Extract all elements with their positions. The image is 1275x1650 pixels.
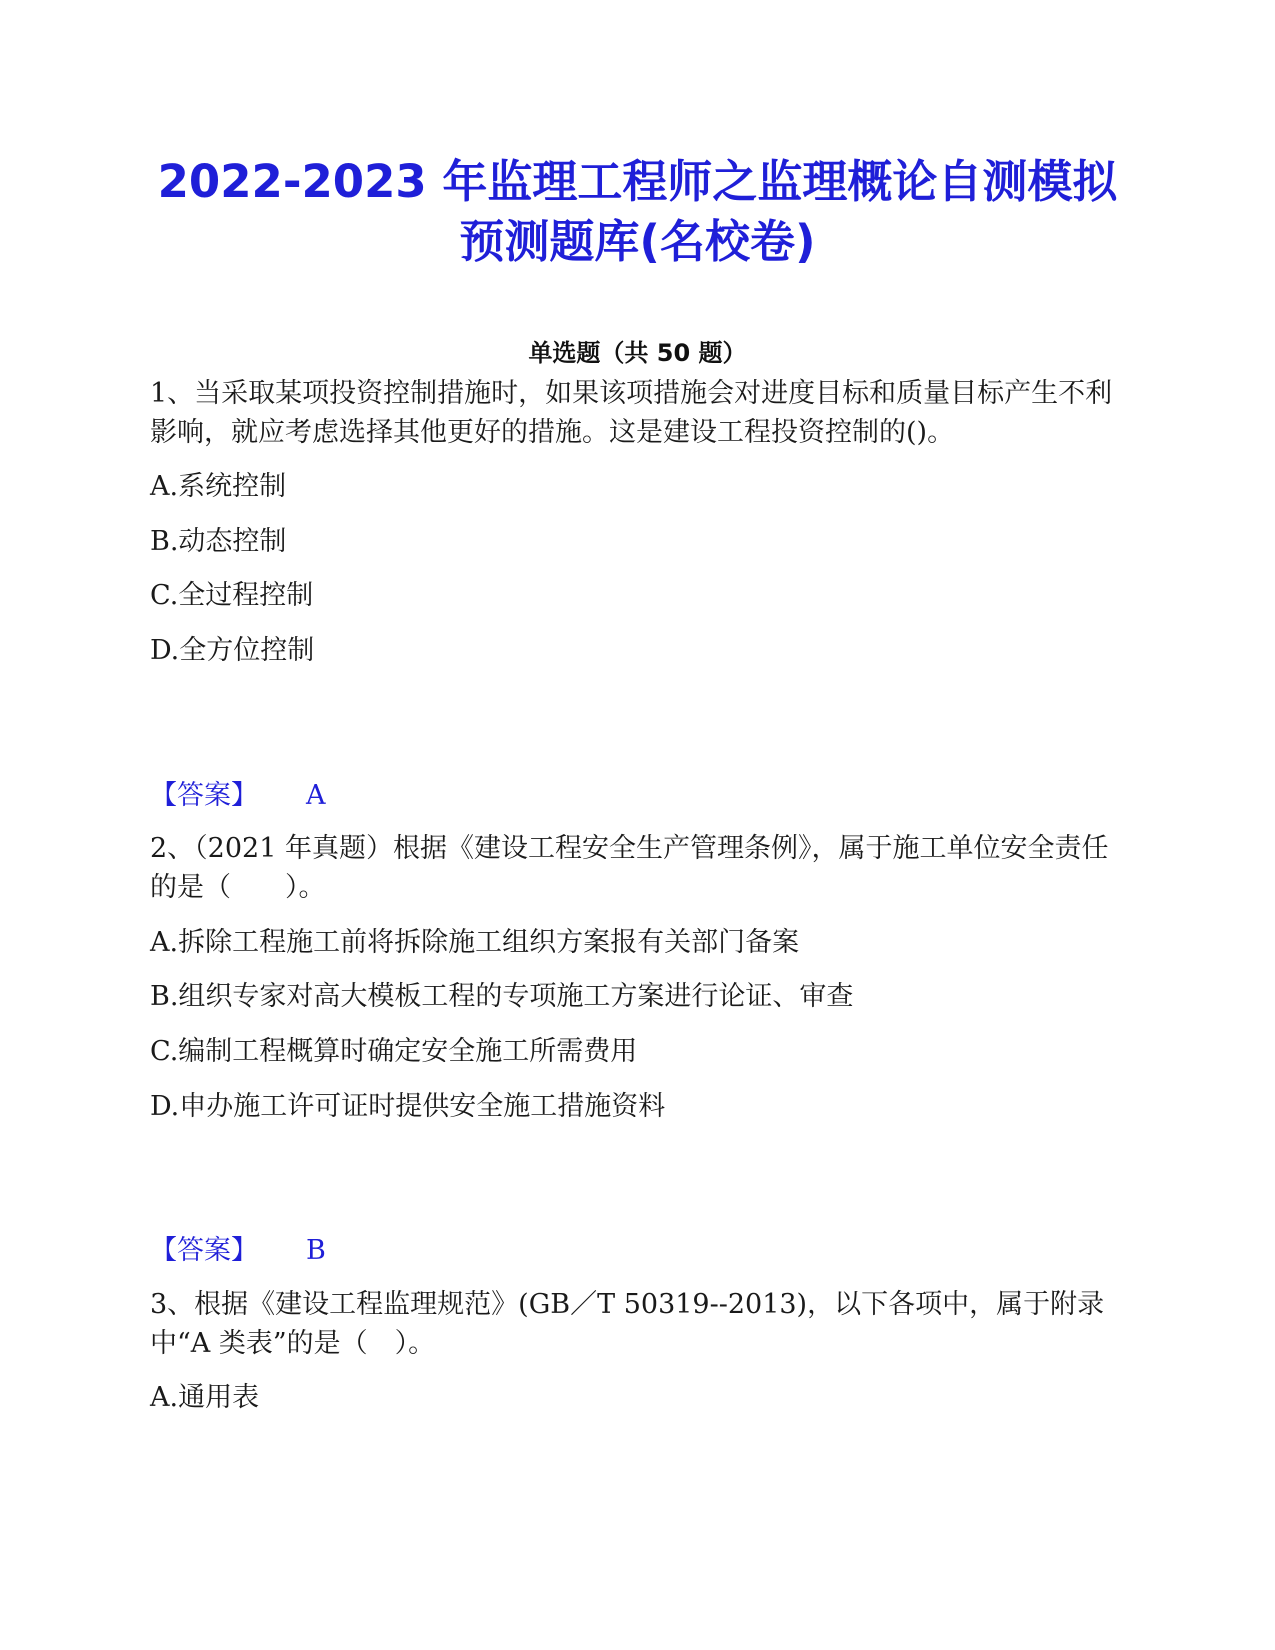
question-3-option-a: A.通用表 [150,1382,260,1413]
question-3-text: 3、根据《建设工程监理规范》(GB／T 50319--2013)，以下各项中，属于附录中“A 类表”的是（ ）。 [150,1289,1105,1359]
document-title: 2022-2023 年监理工程师之监理概论自测模拟预测题库(名校卷) [157,155,1118,268]
question-2-option-b: B.组织专家对高大模板工程的专项施工方案进行论证、审查 [150,981,854,1012]
answer-label: 【答案】 [150,1235,258,1266]
question-1-answer [150,779,326,813]
question-2-option-c: C.编制工程概算时确定安全施工所需费用 [150,1036,638,1067]
question-2-option-a: A.拆除工程施工前将拆除施工组织方案报有关部门备案 [150,927,800,958]
question-2-option-d: D.申办施工许可证时提供安全施工措施资料 [150,1091,666,1122]
section-heading: 单选题（共 50 题） [528,339,747,367]
answer-label: 【答案】 [150,780,258,811]
question-1-option-d: D.全方位控制 [150,635,315,666]
question-1-option-b: B.动态控制 [150,526,287,557]
question-2-answer [150,1234,326,1268]
question-1-option-a: A.系统控制 [150,471,287,502]
question-2-text: 2、（2021 年真题）根据《建设工程安全生产管理条例》，属于施工单位安全责任的是（ ）。 [150,833,1109,903]
answer-value: A [306,780,326,811]
answer-value: B [306,1235,326,1266]
question-1-text: 1、当采取某项投资控制措施时，如果该项措施会对进度目标和质量目标产生不利影响，就应考虑选择其他更好的措施。这是建设工程投资控制的()。 [150,378,1113,448]
question-1-option-c: C.全过程控制 [150,580,314,611]
